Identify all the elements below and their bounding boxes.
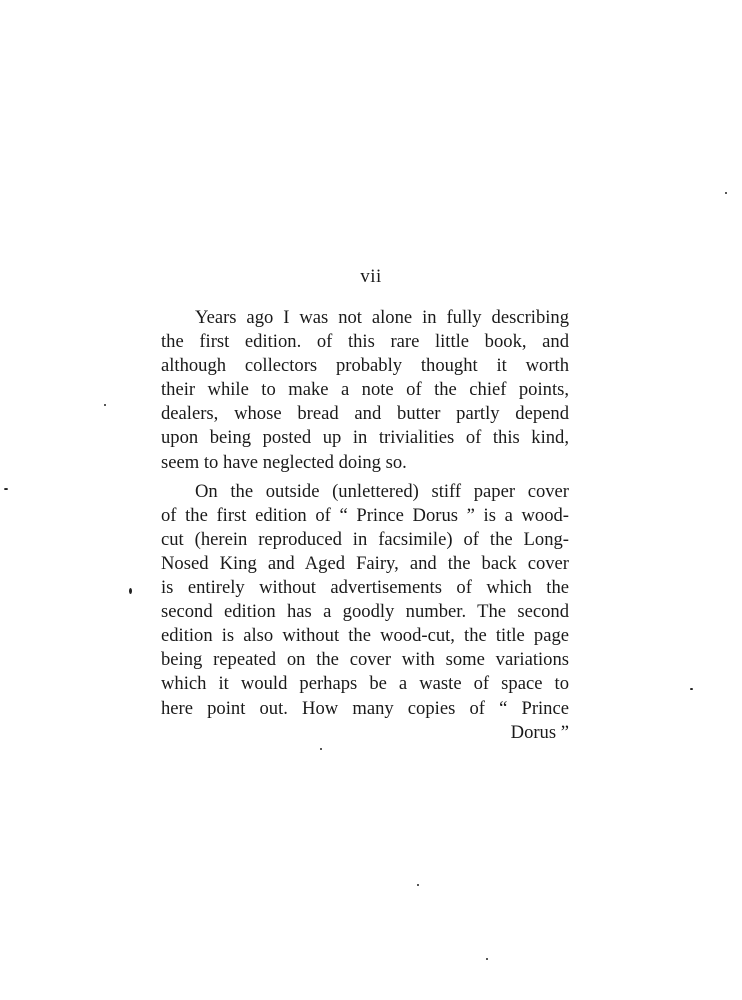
- text-line: On the outside (unlettered) stiff paper cover: [195, 480, 569, 502]
- scan-speck: [486, 958, 488, 960]
- text-line: although collectors probably thought it worth: [161, 355, 569, 377]
- scan-speck: [320, 748, 322, 750]
- body-text: [161, 306, 569, 745]
- text-line: dealers, whose bread and butter partly depend: [161, 403, 569, 425]
- scan-speck: [104, 404, 106, 406]
- text-line: Years ago I was not alone in fully describing: [195, 307, 569, 328]
- text-line: second edition has a goodly number. The second: [161, 601, 569, 623]
- text-line: is entirely without advertisements of which the: [161, 577, 569, 599]
- scan-speck: [4, 488, 8, 490]
- scan-speck: [129, 588, 132, 594]
- text-line: Nosed King and Aged Fairy, and the back cover: [161, 552, 569, 574]
- text-line: cut (herein reproduced in facsimile) of the Long-: [161, 528, 569, 550]
- paragraph-1: [161, 306, 569, 475]
- text-line: their while to make a note of the chief points,: [161, 379, 569, 401]
- text-line: which it would perhaps be a waste of space to: [161, 673, 569, 695]
- text-line: the first edition. of this rare little book, and: [161, 331, 569, 353]
- text-line: edition is also without the wood-cut, the title page: [161, 625, 569, 647]
- paragraph-2: [161, 480, 569, 745]
- scan-speck: [690, 688, 693, 690]
- catchword: Dorus ”: [510, 721, 569, 743]
- text-line: upon being posted up in trivialities of this kind,: [161, 427, 569, 449]
- scan-speck: [417, 884, 419, 886]
- page-number: vii: [360, 266, 382, 287]
- text-line: seem to have neglected doing so.: [161, 451, 407, 473]
- text-line: here point out. How many copies of “ Prince: [161, 697, 569, 719]
- text-line: being repeated on the cover with some variations: [161, 649, 569, 671]
- text-line: of the first edition of “ Prince Dorus ” is a wood-: [161, 504, 569, 526]
- scan-speck: [725, 192, 727, 194]
